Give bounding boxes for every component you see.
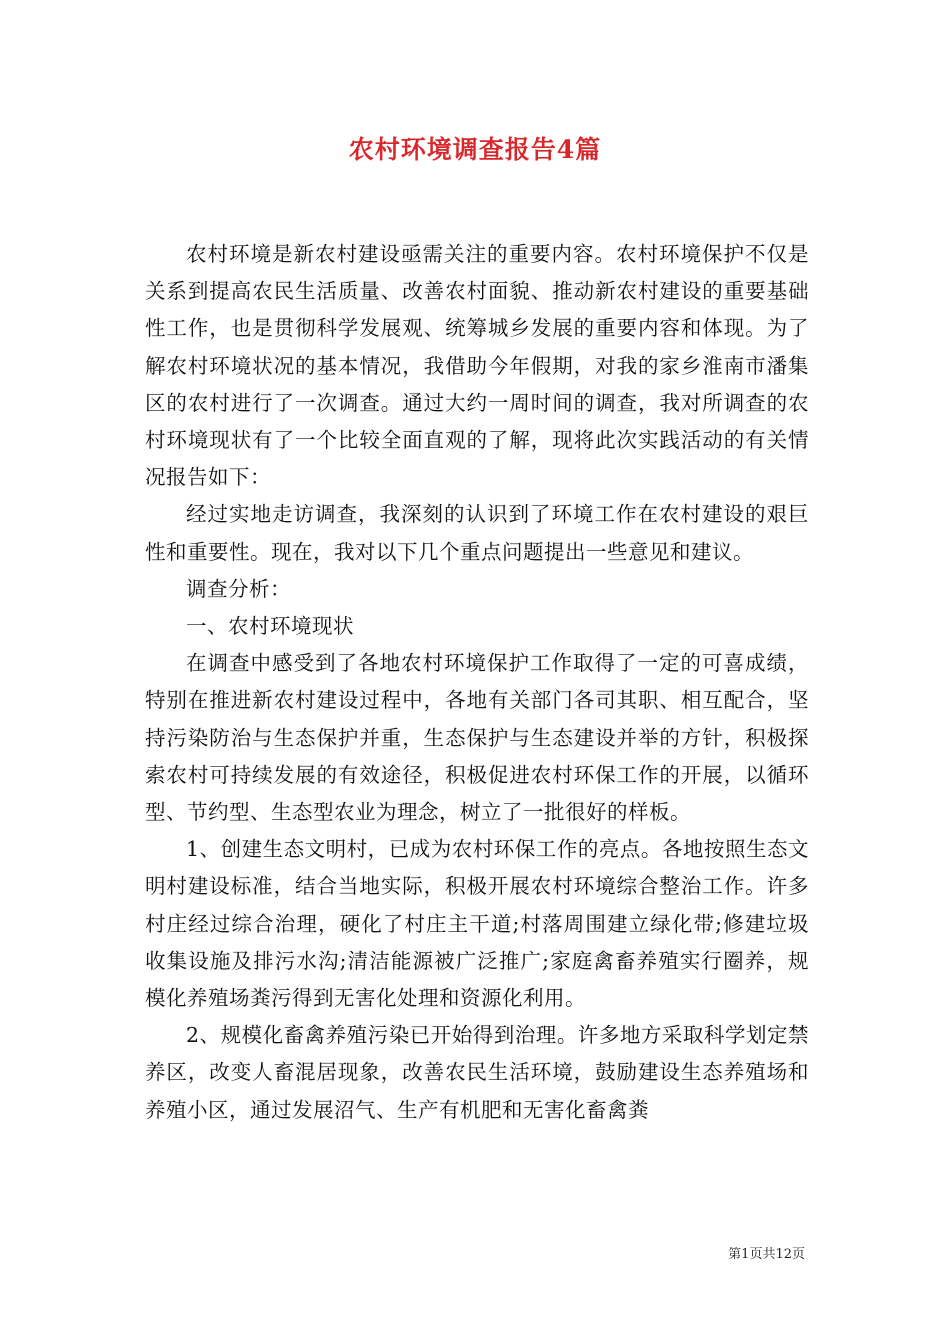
heading-section-one: 一、农村环境现状 [186, 614, 354, 639]
paragraph-achievements: 在调查中感受到了各地农村环境保护工作取得了一定的可喜成绩，特别在推进新农村建设过程中，各地有关部门各司其职、相互配合，坚持污染防治与生态保护并重，生态保护与生态建设并举的方针，积极探索农村可持续发展的有效途径，积极促进农村环保工作的开展，以循环型、节约型、生态型农业为理念，树立了一批很好的样板。 [145, 651, 809, 825]
heading-survey-analysis: 调查分析： [186, 576, 291, 601]
document-title: 农村环境调查报告4篇 [348, 135, 602, 164]
paragraph-item-2: 2、规模化畜禽养殖污染已开始得到治理。许多地方采取科学划定禁养区，改变人畜混居现象，改善农民生活环境，鼓励建设生态养殖场和养殖小区，通过发展沼气、生产有机肥和无害化畜禽粪 [145, 1023, 809, 1122]
document-body [145, 236, 809, 1129]
paragraph-intro: 农村环境是新农村建设亟需关注的重要内容。农村环境保护不仅是关系到提高农民生活质量、改善农村面貌、推动新农村建设的重要基础性工作，也是贯彻科学发展观、统筹城乡发展的重要内容和体现。为了解农村环境状况的基本情况，我借助今年假期，对我的家乡淮南市潘集区的农村进行了一次调查。通过大约一周时间的调查，我对所调查的农村环境现状有了一个比较全面直观的了解，现将此次实践活动的有关情况报告如下： [145, 242, 809, 490]
page-number-footer: 第1页共12页 [728, 1247, 805, 1262]
paragraph-awareness: 经过实地走访调查，我深刻的认识到了环境工作在农村建设的艰巨性和重要性。现在，我对以下几个重点问题提出一些意见和建议。 [145, 502, 809, 564]
paragraph-item-1: 1、创建生态文明村，已成为农村环保工作的亮点。各地按照生态文明村建设标准，结合当地实际，积极开展农村环境综合整治工作。许多村庄经过综合治理，硬化了村庄主干道;村落周围建立绿化带;修建垃圾收集设施及排污水沟;清洁能源被广泛推广;家庭禽畜养殖实行圈养，规模化养殖场粪污得到无害化处理和资源化利用。 [145, 837, 809, 1011]
